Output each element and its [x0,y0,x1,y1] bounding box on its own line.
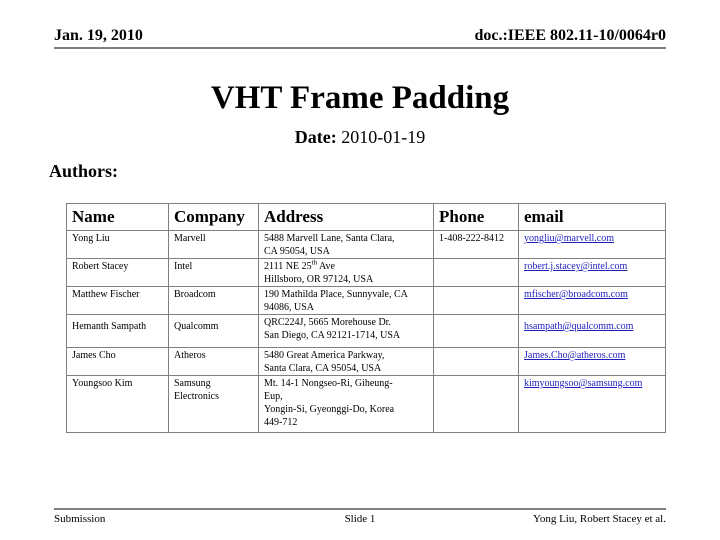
email-link[interactable]: robert.j.stacey@intel.com [524,261,628,272]
column-header-email: email [519,204,666,231]
footer-left: Submission [54,513,106,525]
table-row [67,259,666,287]
cell-email [519,287,666,315]
cell-name: Youngsoo Kim [67,376,169,433]
cell-address: Mt. 14-1 Nongseo-Ri, Giheung- Eup, Yongin-Si, Gyeonggi-Do, Korea 449-712 [259,376,434,433]
header-date: Jan. 19, 2010 [54,27,143,44]
cell-address: 2111 NE 25th Ave Hillsboro, OR 97124, USA [259,259,434,287]
footer-right: Yong Liu, Robert Stacey et al. [532,513,666,525]
email-link[interactable]: mfischer@broadcom.com [524,289,628,300]
cell-name: Yong Liu [67,231,169,259]
footer-divider [54,508,666,510]
date-value: 2010-01-19 [336,127,426,147]
cell-company: Atheros [169,348,259,376]
date-label: Date: [294,127,337,147]
authors-table [66,203,666,433]
table-row [67,231,666,259]
email-link[interactable]: hsampath@qualcomm.com [524,321,634,332]
column-header-address: Address [259,204,434,231]
cell-phone [434,259,519,287]
cell-phone [434,376,519,433]
table-row [67,315,666,348]
table-row [67,376,666,433]
cell-name: Matthew Fischer [67,287,169,315]
slide-title: VHT Frame Padding [210,80,510,116]
cell-company: Intel [169,259,259,287]
column-header-name: Name [67,204,169,231]
cell-company: Broadcom [169,287,259,315]
email-link[interactable]: kimyoungsoo@samsung.com [524,378,643,389]
column-header-company: Company [169,204,259,231]
table-row [67,348,666,376]
header-divider [54,47,666,49]
cell-email [519,231,666,259]
cell-company: Marvell [169,231,259,259]
email-link[interactable]: James.Cho@atheros.com [524,350,626,361]
date-line [0,126,720,148]
cell-address: 5480 Great America Parkway, Santa Clara, CA 95054, USA [259,348,434,376]
footer-slide-number: Slide 1 [344,513,376,525]
cell-email [519,376,666,433]
cell-phone: 1-408-222-8412 [434,231,519,259]
cell-name: James Cho [67,348,169,376]
authors-heading: Authors: [49,161,119,181]
column-header-phone: Phone [434,204,519,231]
cell-name: Hemanth Sampath [67,315,169,348]
cell-company: Samsung Electronics [169,376,259,433]
email-link[interactable]: yongliu@marvell.com [524,233,615,244]
cell-address: 5488 Marvell Lane, Santa Clara, CA 95054, USA [259,231,434,259]
cell-company: Qualcomm [169,315,259,348]
cell-phone [434,287,519,315]
cell-email [519,259,666,287]
cell-address: QRC224J, 5665 Morehouse Dr. San Diego, CA 92121-1714, USA [259,315,434,348]
header-doc-id: doc.:IEEE 802.11-10/0064r0 [474,27,666,44]
table-row [67,287,666,315]
cell-phone [434,315,519,348]
cell-email [519,315,666,348]
cell-email [519,348,666,376]
cell-phone [434,348,519,376]
cell-address: 190 Mathilda Place, Sunnyvale, CA 94086, USA [259,287,434,315]
cell-name: Robert Stacey [67,259,169,287]
table-header-row [67,204,666,231]
